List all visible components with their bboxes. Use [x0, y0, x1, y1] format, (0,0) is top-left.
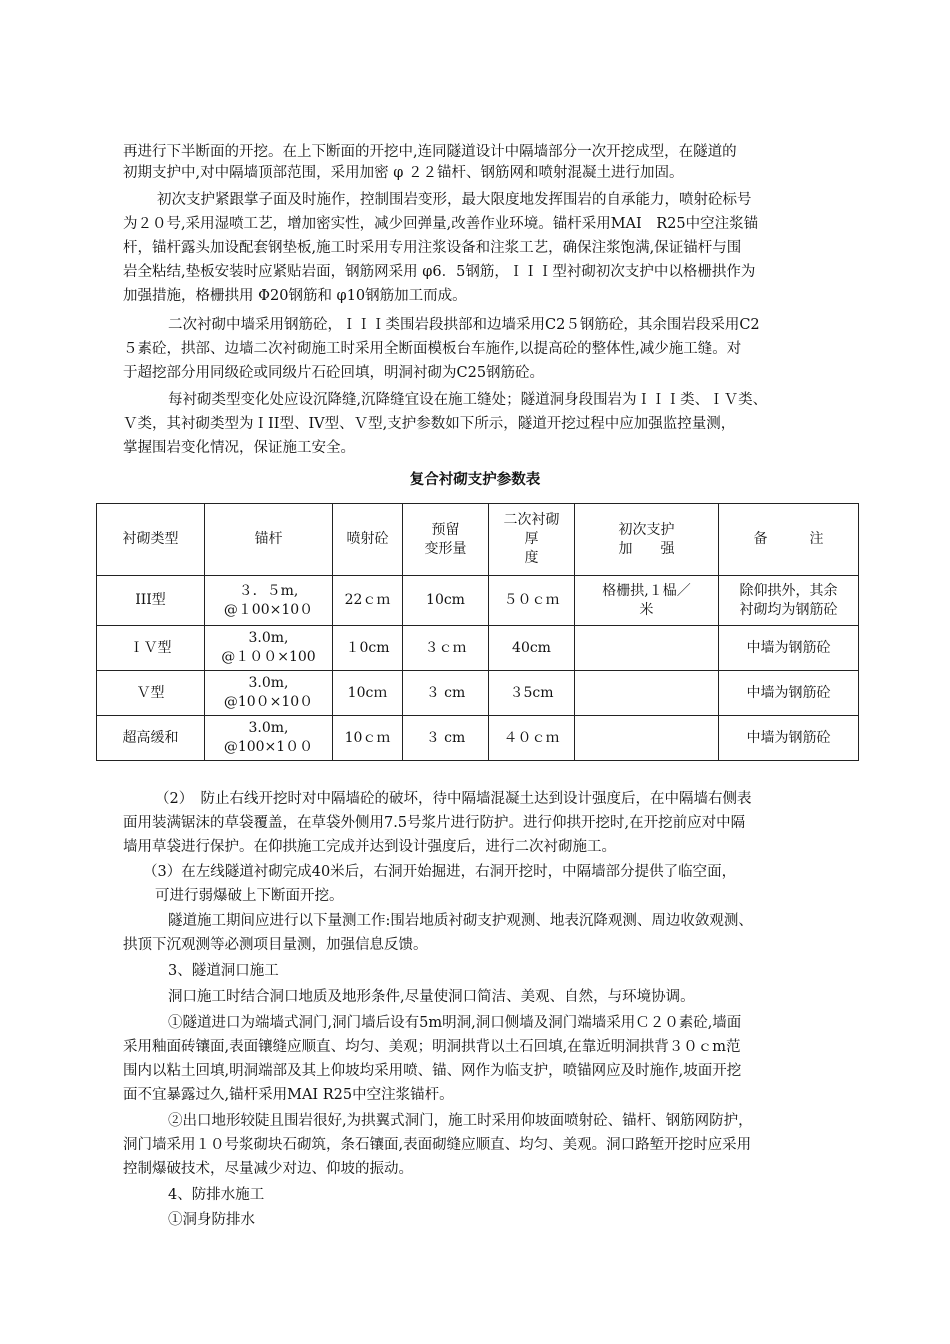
text-line: 掌握围岩变化情况，保证施工安全。: [123, 440, 355, 456]
text-line: 加强措施，格栅拱用 Φ20钢筋和 φ10钢筋加工而成。: [123, 288, 467, 304]
text-line: 面用装满锯沫的草袋覆盖，在草袋外侧用7.5号浆片进行防护。进行仰拱开挖时,在开挖前应对中隔: [123, 815, 746, 831]
text-line: 围内以粘土回填,明洞端部及其上仰坡均采用喷、锚、网作为临支护，喷锚网应及时施作,坡面开挖: [123, 1063, 742, 1079]
header-primary-support: 初次支护 加 强: [575, 504, 719, 576]
section-title: 3、隧道洞口施工: [168, 963, 279, 979]
text-line: 洞门墙采用１０号浆砌块石砌筑，条石镶面,表面砌缝应顺直、均匀、美观。洞口路堑开挖时应采用: [123, 1137, 752, 1153]
table-caption: 复合衬砌支护参数表: [409, 472, 541, 488]
text-line: 杆，锚杆露头加设配套钢垫板,施工时采用专用注浆设备和注浆工艺，确保注浆饱满,保证锚杆与围: [123, 240, 742, 256]
text-line: 为２０号,采用湿喷工艺，增加密实性，减少回弹量,改善作业环境。锚杆采用MAI R25中空注浆锚: [123, 216, 759, 232]
text-line: ①隧道进口为端墙式洞门,洞门墙后设有5m明洞,洞口侧墙及洞门端墙采用Ｃ２０素砼,墙面: [168, 1015, 742, 1031]
text-line: 于超挖部分用同级砼或同级片石砼回填，明洞衬砌为C25钢筋砼。: [123, 365, 545, 381]
text-line: 采用釉面砖镶面,表面镶缝应顺直、均匀、美观；明洞拱背以土石回填,在靠近明洞拱背３０ｃm范: [123, 1039, 741, 1055]
text-line: ①洞身防排水: [168, 1212, 255, 1228]
section-title: 4、防排水施工: [168, 1187, 265, 1203]
support-parameter-table: [96, 503, 859, 761]
text-line: （2） 防止右线开挖时对中隔墙砼的破坏，待中隔墙混凝土达到设计强度后，在中隔墙右侧表: [155, 791, 752, 807]
table-header-row: [97, 504, 859, 576]
text-line: 初次支护紧跟掌子面及时施作，控制围岩变形，最大限度地发挥围岩的自承能力，喷射砼标号: [157, 192, 752, 208]
header-anchor: 锚杆: [205, 504, 333, 576]
text-line: 初期支护中,对中隔墙顶部范围，采用加密 φ ２２锚杆、钢筋网和喷射混凝土进行加固。: [123, 165, 684, 181]
text-line: 再进行下半断面的开挖。在上下断面的开挖中,连同隧道设计中隔墙部分一次开挖成型，在隧道的: [123, 144, 737, 160]
header-deformation: 预留 变形量: [403, 504, 489, 576]
table-row: 超高缓和 3.0m, @100×1００ 10ｃｍ ３ cm ４０ｃｍ 中墙为钢筋砼: [97, 716, 859, 761]
text-line: 洞口施工时结合洞口地质及地形条件,尽量使洞口简洁、美观、自然，与环境协调。: [168, 989, 695, 1005]
header-type: 衬砌类型: [97, 504, 205, 576]
text-line: 面不宜暴露过久,锚杆采用MAI R25中空注浆锚杆。: [123, 1087, 454, 1103]
table-row: ＩＶ型 3.0m, @１００×100 １0cm ３ｃｍ 40cm 中墙为钢筋砼: [97, 626, 859, 671]
header-shotcrete: 喷射砼: [333, 504, 403, 576]
text-line: 隧道施工期间应进行以下量测工作:围岩地质衬砌支护观测、地表沉降观测、周边收敛观测、: [168, 913, 753, 929]
text-line: （3）在左线隧道衬砌完成40米后，右洞开始掘进，右洞开挖时，中隔墙部分提供了临空面，: [143, 864, 737, 880]
header-lining-thickness: 二次衬砌 厚 度: [489, 504, 575, 576]
text-line: 控制爆破技术，尽量减少对边、仰坡的振动。: [123, 1161, 413, 1177]
table-row: Ｖ型 3.0m, @10０×10０ 10cｍ ３ cm ３5cm 中墙为钢筋砼: [97, 671, 859, 716]
text-line: ②出口地形较陡且围岩很好,为拱翼式洞门，施工时采用仰坡面喷射砼、锚杆、钢筋网防护，: [168, 1113, 753, 1129]
text-line: ５素砼，拱部、边墙二次衬砌施工时采用全断面模板台车施作,以提高砼的整体性,减少施工缝。对: [123, 341, 742, 357]
header-remark: 备 注: [719, 504, 859, 576]
table-row: III型 ３．５m, @１00×10０ 22ｃｍ 10cm ５０ｃｍ 格栅拱,１榀／ 米 除仰拱外，其余 衬砌均为钢筋砼: [97, 576, 859, 626]
text-line: 墙用草袋进行保护。在仰拱施工完成并达到设计强度后，进行二次衬砌施工。: [123, 839, 616, 855]
text-line: Ｖ类，其衬砌类型为ＩII型、IV型、Ｖ型,支护参数如下所示，隧道开挖过程中应加强监控量测，: [123, 416, 736, 432]
text-line: 可进行弱爆破上下断面开挖。: [155, 888, 344, 904]
text-line: 拱顶下沉观测等必测项目量测，加强信息反馈。: [123, 937, 428, 953]
text-line: 每衬砌类型变化处应设沉降缝,沉降缝宜设在施工缝处；隧道洞身段围岩为ＩＩＩ类、ＩＶ类、: [168, 392, 768, 408]
text-line: 二次衬砌中墙采用钢筋砼，ＩＩＩ类围岩段拱部和边墙采用C2５钢筋砼，其余围岩段采用C2: [168, 317, 760, 333]
text-line: 岩全粘结,垫板安装时应紧贴岩面，钢筋网采用 φ6．5钢筋，ＩＩＩ型衬砌初次支护中以格栅拱作为: [123, 264, 756, 280]
